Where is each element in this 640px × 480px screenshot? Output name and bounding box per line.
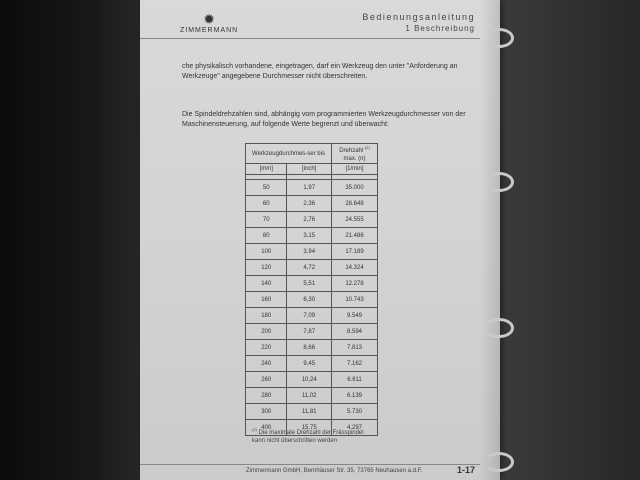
header-speed xyxy=(332,144,378,164)
cell-rpm: 17.189 xyxy=(332,244,378,260)
cell-rpm: 8.594 xyxy=(332,324,378,340)
page-header xyxy=(362,12,475,33)
table-row xyxy=(246,308,378,324)
brand-logo xyxy=(180,12,238,34)
cell-inch: 4,72 xyxy=(287,260,332,276)
footer-address: Bernhäuser Str. 35 xyxy=(303,468,354,474)
cell-inch: 8,66 xyxy=(287,340,332,356)
gear-star-icon: ✹ xyxy=(203,11,215,27)
unit-mm: [mm] xyxy=(246,164,287,175)
cell-mm: 70 xyxy=(246,212,287,228)
cell-inch: 3,15 xyxy=(287,228,332,244)
footnote-line2: kann nicht überschritten werden xyxy=(252,438,338,444)
cell-rpm: 14.324 xyxy=(332,260,378,276)
cell-mm: 140 xyxy=(246,276,287,292)
cell-inch: 6,30 xyxy=(287,292,332,308)
footer-company: Zimmermann GmbH xyxy=(246,468,301,474)
cell-inch: 9,45 xyxy=(287,356,332,372)
cell-mm: 200 xyxy=(246,324,287,340)
cell-mm: 50 xyxy=(246,180,287,196)
cell-inch: 3,94 xyxy=(287,244,332,260)
footnote xyxy=(252,426,364,445)
paragraph-spindle-speeds: Die Spindeldrehzahlen sind, abhängig vom programmierten Werkzeugdurchmesser von der Maschinensteuerung, auf folgende Werte begrenzt und überwacht: xyxy=(182,111,466,128)
table-header-row xyxy=(246,144,378,164)
unit-inch: [inch] xyxy=(287,164,332,175)
header-speed-sub: max. (n) xyxy=(343,156,366,162)
page-number: 1-17 xyxy=(457,465,476,475)
table-row xyxy=(246,212,378,228)
cell-inch: 10,24 xyxy=(287,372,332,388)
cell-inch: 7,87 xyxy=(287,324,332,340)
cell-rpm: 24.555 xyxy=(332,212,378,228)
cell-mm: 400 xyxy=(246,420,287,436)
cell-rpm: 10.743 xyxy=(332,292,378,308)
binder-ring xyxy=(484,452,514,472)
table-row xyxy=(246,292,378,308)
cell-mm: 160 xyxy=(246,292,287,308)
cell-mm: 220 xyxy=(246,340,287,356)
table-unit-row xyxy=(246,164,378,175)
cell-rpm: 7.813 xyxy=(332,340,378,356)
footnote-line1: Die maximale Drehzahl der Frässpindel xyxy=(258,430,364,436)
footer-city: 73765 Neuhausen a.d.F. xyxy=(357,468,423,474)
cell-inch: 5,51 xyxy=(287,276,332,292)
cell-rpm: 9.549 xyxy=(332,308,378,324)
cell-inch: 2,36 xyxy=(287,196,332,212)
header-speed-label: Drehzahl xyxy=(339,148,364,154)
table-row xyxy=(246,340,378,356)
cell-mm: 120 xyxy=(246,260,287,276)
cell-inch: 15,75 xyxy=(287,420,332,436)
cell-mm: 180 xyxy=(246,308,287,324)
cell-rpm: 12.278 xyxy=(332,276,378,292)
header-diameter: Werkzeugdurchmes-ser bis xyxy=(246,144,332,164)
header-divider xyxy=(140,38,480,39)
binder-ring xyxy=(484,172,514,192)
cell-inch: 11,81 xyxy=(287,404,332,420)
brand-name: ZIMMERMANN xyxy=(180,27,239,34)
table-row xyxy=(246,388,378,404)
footnote-marker: (2) xyxy=(252,427,257,432)
cell-rpm: 5.730 xyxy=(332,404,378,420)
binder-ring xyxy=(484,28,514,48)
cell-rpm: 21.486 xyxy=(332,228,378,244)
binder-ring xyxy=(484,318,514,338)
cell-inch: 7,09 xyxy=(287,308,332,324)
page-footer: Zimmermann GmbH, Bernhäuser Str. 35, 73765 Neuhausen a.d.F. xyxy=(246,468,423,474)
cell-mm: 80 xyxy=(246,228,287,244)
table-row xyxy=(246,372,378,388)
table-row xyxy=(246,356,378,372)
paragraph-continuation: che physikalisch vorhandene, eingetragen, darf ein Werkzeug den unter "Anforderung an Werkzeuge" angegebene Durchmesser nicht überschreiten. xyxy=(182,63,458,80)
cell-mm: 260 xyxy=(246,372,287,388)
cell-inch: 11,02 xyxy=(287,388,332,404)
table-row xyxy=(246,276,378,292)
footer-divider xyxy=(140,464,480,465)
cell-mm: 280 xyxy=(246,388,287,404)
cell-mm: 100 xyxy=(246,244,287,260)
cell-rpm: 6.611 xyxy=(332,372,378,388)
cell-mm: 240 xyxy=(246,356,287,372)
cell-rpm: 28.648 xyxy=(332,196,378,212)
page-edge-shadow xyxy=(480,0,500,480)
unit-rpm: [1/min] xyxy=(332,164,378,175)
background-right xyxy=(500,0,640,480)
header-speed-footnote-ref: (2) xyxy=(364,145,370,150)
cell-rpm: 35.000 xyxy=(332,180,378,196)
manual-title: Bedienungsanleitung xyxy=(362,12,475,22)
table-row xyxy=(246,180,378,196)
cell-mm: 60 xyxy=(246,196,287,212)
spindle-speed-table xyxy=(245,143,378,436)
table-row xyxy=(246,404,378,420)
cell-rpm: 6.139 xyxy=(332,388,378,404)
cell-rpm: 4.297 xyxy=(332,420,378,436)
cell-inch: 1,97 xyxy=(287,180,332,196)
table-row xyxy=(246,228,378,244)
table-row xyxy=(246,244,378,260)
section-title: 1 Beschreibung xyxy=(405,24,475,33)
cell-mm: 300 xyxy=(246,404,287,420)
background-left xyxy=(0,0,150,480)
table-row xyxy=(246,196,378,212)
table-body xyxy=(246,180,378,436)
cell-inch: 2,76 xyxy=(287,212,332,228)
table-row xyxy=(246,324,378,340)
table-row xyxy=(246,260,378,276)
cell-rpm: 7.162 xyxy=(332,356,378,372)
